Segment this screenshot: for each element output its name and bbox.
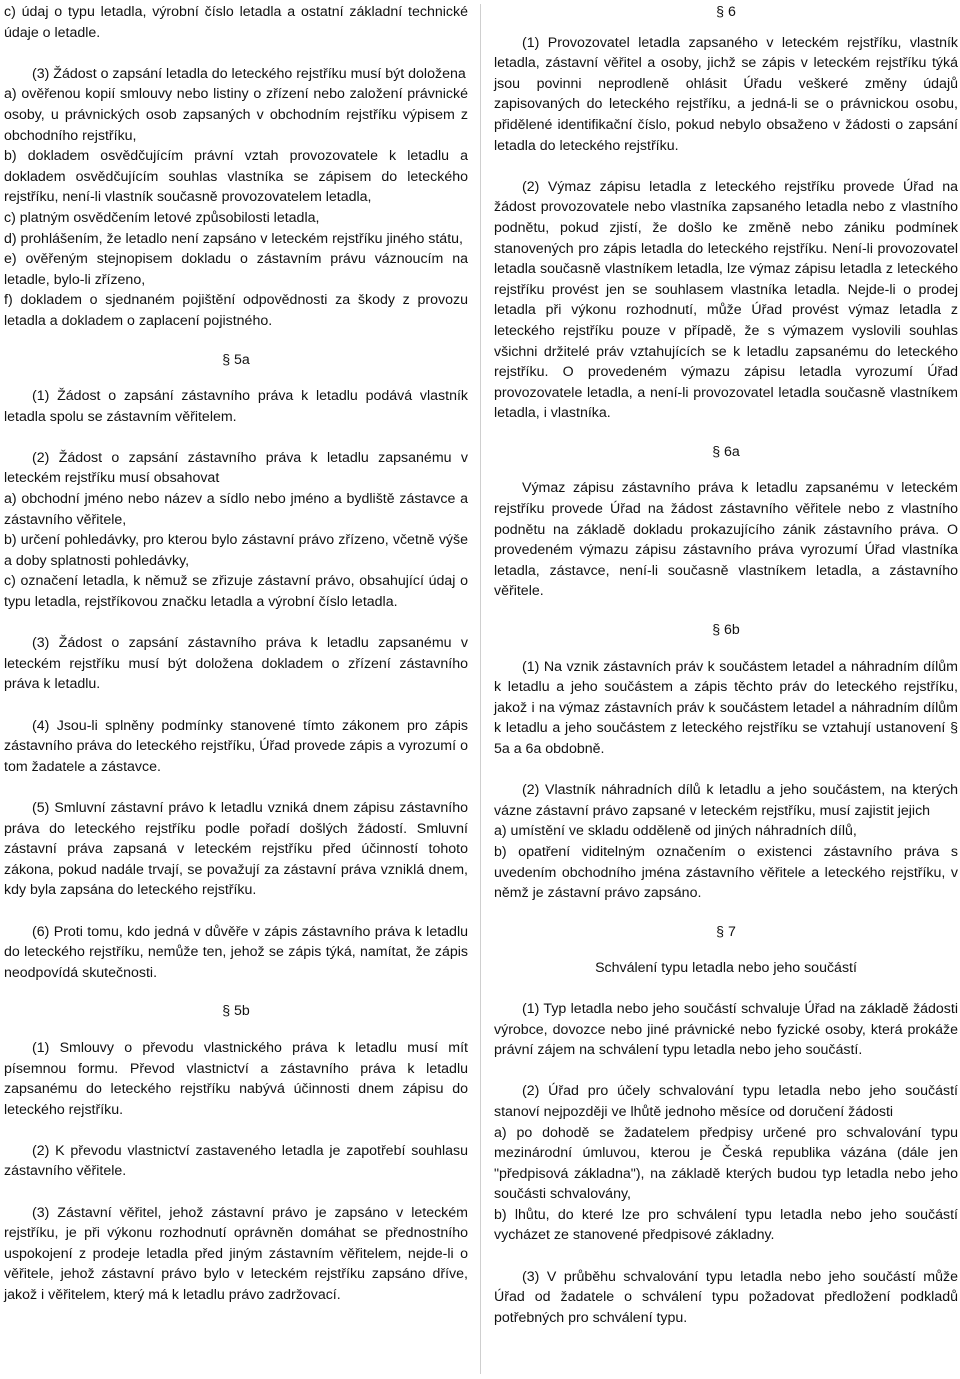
paragraph: c) údaj o typu letadla, výrobní číslo letadla a ostatní základní technické údaje o letadle.	[4, 4, 468, 41]
paragraph: (2) Žádost o zapsání zástavního práva k letadlu zapsanému v leteckém rejstříku musí obsahovat	[4, 449, 468, 487]
paragraph: (2) Úřad pro účely schvalování typu letadla nebo jeho součástí stanoví nejpozději ve lhůtě jednoho měsíce od doručení žádosti	[494, 1083, 958, 1120]
paragraph: (1) Žádost o zapsání zástavního práva k letadlu podává vlastník letadla spolu se zástavním věřitelem.	[4, 388, 468, 425]
left-column	[4, 2, 468, 1306]
paragraph: (1) Typ letadla nebo jeho součástí schvaluje Úřad na základě žádosti výrobce, dovozce nebo jiné právnické nebo fyzické osoby, která prokáže právní zájem na schválení typu letadla nebo jeho součástí.	[494, 1000, 958, 1059]
paragraph: (4) Jsou-li splněny podmínky stanovené tímto zákonem pro zápis zástavního práva do leteckého rejstříku, Úřad provede zápis a vyrozumí o tom žadatele a zástavce.	[4, 717, 468, 775]
paragraph: (6) Proti tomu, kdo jedná v důvěře v zápis zástavního práva k letadlu do leteckého rejstříku, nemůže ten, jehož se zápis týká, namítat, že zápis neodpovídá skutečnosti.	[4, 923, 468, 981]
section-heading-6: § 6	[716, 4, 736, 20]
paragraph: (2) Vlastník náhradních dílů k letadlu a jeho součástem, na kterých vázne zástavní právo zapsané v leteckém rejstříku, musí zajistit jejich	[494, 782, 958, 819]
list-item: c) označení letadla, k němuž se zřizuje zástavní právo, obsahující údaj o typu letadla, rejstříkovou značku letadla a výrobní číslo letadla.	[4, 573, 468, 611]
section-heading-6b: § 6b	[712, 622, 740, 639]
list-item: b) dokladem osvědčujícím právní vztah provozovatele k letadlu a dokladem osvědčujícím souhlas vlastníka se zápisem do leteckého rejstříku, není-li vlastník současně provozovatelem letadla,	[4, 148, 468, 206]
list-item: e) ověřeným stejnopisem dokladu o zástavním právu váznoucím na letadle, bylo-li zřízeno,	[4, 251, 468, 288]
list-item: b) opatření viditelným označením o existenci zástavního práva s uvedením obchodního jména zástavního věřitele a leteckého rejstříku, v němž je zástavní právo zapsáno.	[494, 843, 958, 902]
paragraph: (3) Zástavní věřitel, jehož zástavní právo je zapsáno v leteckém rejstříku, je při výkonu rozhodnutí oprávněn domáhat se přednostního uspokojení z prodeje letadla před jiným zástavním věřitelem, nejde-li o věřitele, jehož zástavní právo bylo v leteckém rejstříku zapsáno dříve, jakož i věřitelem, který má k letadlu právo zadržovací.	[4, 1204, 468, 1304]
list-item: a) obchodní jméno nebo název a sídlo nebo jméno a bydliště zástavce a zástavního věřitele,	[4, 491, 468, 528]
paragraph: (5) Smluvní zástavní právo k letadlu vzniká dnem zápisu zástavního práva do leteckého rejstříku podle pořadí došlých žádostí. Smluvní zástavní práva zapsaná v leteckém rejstříku před účinností tohoto zákona, pokud nadále trvají, se považují za zástavní práva vzniklá dnem, kdy byla zapsána do leteckého rejstříku.	[4, 799, 468, 899]
list-item: a) umístění ve skladu odděleně od jiných náhradních dílů,	[494, 823, 857, 840]
paragraph: (3) V průběhu schvalování typu letadla nebo jeho součástí může Úřad od žadatele o schválení typu požadovat předložení podkladů potřebných pro schválení typu.	[494, 1268, 958, 1326]
paragraph: (3) Žádost o zapsání letadla do leteckého rejstříku musí být doložena	[32, 65, 466, 82]
right-column	[494, 2, 958, 1328]
list-item: b) lhůtu, do které lze pro schválení typu letadla nebo jeho součástí vycházet ze stanovené předpisové základny.	[494, 1206, 958, 1244]
list-item: d) prohlášením, že letadlo není zapsáno v leteckém rejstříku jiného státu,	[4, 230, 463, 247]
list-item: b) určení pohledávky, pro kterou bylo zástavní právo zřízeno, včetně výše a doby splatnosti pohledávky,	[4, 532, 468, 569]
paragraph: (3) Žádost o zapsání zástavního práva k letadlu zapsanému v leteckém rejstříku musí být doložena dokladem o zřízení zástavního práva k letadlu.	[4, 635, 468, 693]
paragraph: (1) Smlouvy o převodu vlastnického práva k letadlu musí mít písemnou formu. Převod vlastnictví a zástavního práva k letadlu zapsanému do leteckého rejstříku nabývá účinnosti dnem zápisu do leteckého rejstříku.	[4, 1039, 468, 1118]
list-item: f) dokladem o sjednaném pojištění odpovědnosti za škody z provozu letadla a dokladem o zaplacení pojistného.	[4, 292, 468, 329]
paragraph: Výmaz zápisu zástavního práva k letadlu zapsanému v leteckém rejstříku provede Úřad na žádost zástavního věřitele nebo z vlastního podnětu na základě dokladu prokazujícího zánik zástavního práva. O provedeném výmazu zápisu zástavního práva vyrozumí Úřad vlastníka letadla, zástavce, není-li současně vlastníkem letadla, a zástavního věřitele.	[494, 480, 958, 600]
paragraph: (2) Výmaz zápisu letadla z leteckého rejstříku provede Úřad na žádost provozovatele nebo vlastníka zapsaného letadla nebo z vlastního podnětu, pokud zjistí, že došlo ke změně nebo zániku podmínek stanovených pro zápis letadla do leteckého rejstříku. Není-li provozovatel letadla současně vlastníkem letadla, lze výmaz zápisu letadla z leteckého rejstříku provést jen se souhlasem vlastníka letadla. Nejde-li o prodej letadla při výkonu rozhodnutí, může Úřad provést výmaz letadla z leteckého rejstříku pouze v případě, že s výmazem vyslovili souhlas všichni držitelé práv vztahujících se k letadlu zapsanému do leteckého rejstříku. O provedeném výmazu zápisu letadla vyrozumí Úřad provozovatele letadla, a není-li provozovatel letadla současně vlastníkem letadla, i vlastníka.	[494, 178, 958, 422]
paragraph: (1) Na vznik zástavních práv k součástem letadel a náhradním dílům k letadlu a jeho součástem a zápis těchto práv do leteckého rejstříku, jakož i na výmaz zástavních práv k součástem letadel a náhradním dílům k letadlu a jeho součástem z leteckého rejstříku se vztahují ustanovení § 5a a 6a obdobně.	[494, 658, 958, 757]
list-item: c) platným osvědčením letové způsobilosti letadla,	[4, 209, 320, 226]
section-title: Schválení typu letadla nebo jeho součástí	[595, 960, 857, 977]
column-divider	[480, 4, 481, 1374]
list-item: a) ověřenou kopií smlouvy nebo listiny o zřízení nebo založení právnické osoby, u právnických osob zapsaných v obchodním rejstříku výpisem z obchodního rejstříku,	[4, 86, 468, 144]
section-heading-7: § 7	[716, 923, 736, 940]
section-heading-6a: § 6a	[712, 443, 740, 460]
paragraph: (1) Provozovatel letadla zapsaného v leteckém rejstříku, vlastník letadla, zástavní věřitel a osoby, jichž se zápis v leteckém rejstříku týká jsou povinni neprodleně ohlásit Úřadu veškeré změny údajů zapisovaných do leteckého rejstříku, a jedná-li se o právnickou osobu, přidělené identifikační číslo, pokud nebylo obsaženo v žádosti o zapsání letadla do leteckého rejstříku.	[494, 34, 958, 154]
section-heading-5a: § 5a	[222, 351, 250, 368]
paragraph: (2) K převodu vlastnictví zastaveného letadla je zapotřebí souhlasu zástavního věřitele.	[4, 1142, 468, 1180]
section-heading-5b: § 5b	[222, 1003, 250, 1020]
list-item: a) po dohodě se žadatelem předpisy určené pro schvalování typu mezinárodní úmluvou, kterou je Česká republika vázána (dále jen "předpisová základna"), na základě kterých budou typ letadla nebo jeho součásti schvalovány,	[494, 1124, 958, 1203]
